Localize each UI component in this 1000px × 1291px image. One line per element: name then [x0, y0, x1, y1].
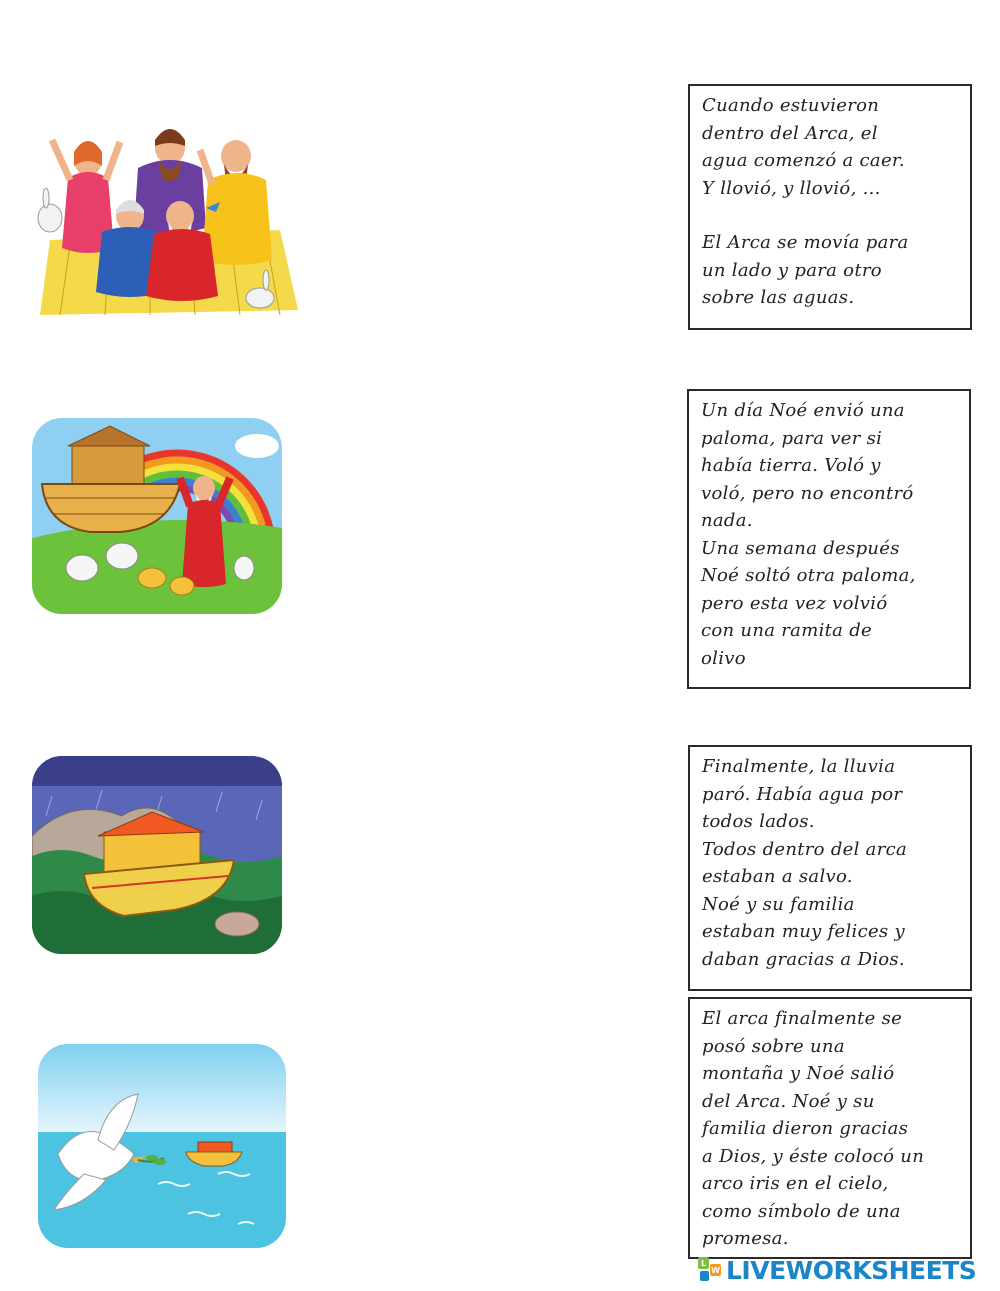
story-text-box-4 — [688, 997, 972, 1259]
text-line: voló, pero no encontró — [701, 482, 914, 504]
story-text-box-1 — [688, 84, 972, 330]
text-line: a Dios, y éste colocó un — [702, 1145, 925, 1167]
text-line: Todos dentro del arca — [702, 838, 908, 860]
mark-square — [700, 1271, 709, 1281]
text-line: arco iris en el cielo, — [702, 1173, 889, 1194]
liveworksheets-wordmark: LIVEWORKSHEETS — [726, 1255, 977, 1285]
story-text-box-2 — [687, 389, 971, 689]
text-line: agua comenzó a caer. — [702, 150, 905, 171]
text-line: pero esta vez volvió — [701, 592, 888, 614]
text-line: Noé soltó otra paloma, — [701, 565, 916, 586]
mark-letter: W — [711, 1265, 720, 1275]
text-line: había tierra. Voló y — [701, 455, 881, 476]
text-line: estaban a salvo. — [702, 866, 853, 887]
text-line: El arca finalmente se — [702, 1008, 903, 1029]
noah-rainbow-ark-illustration — [32, 418, 282, 614]
text-line: paloma, para ver si — [701, 427, 883, 449]
ark-in-storm-illustration — [32, 756, 282, 954]
text-line: familia dieron gracias — [702, 1118, 909, 1139]
text-line: Finalmente, la lluvia — [702, 756, 896, 777]
family-praying-illustration — [30, 120, 298, 320]
text-line: Cuando estuvieron — [702, 95, 880, 116]
text-line: montaña y Noé salió — [702, 1063, 895, 1084]
text-line: olivo — [701, 647, 746, 669]
text-line: daban gracias a Dios. — [702, 948, 905, 970]
paragraph-gap — [702, 202, 960, 229]
text-line: Una semana después — [701, 537, 900, 559]
text-line: dentro del Arca, el — [702, 122, 878, 144]
text-line: un lado y para otro — [702, 259, 882, 281]
text-line: con una ramita de — [701, 620, 872, 641]
liveworksheets-logo — [698, 1254, 976, 1286]
text-line: como símbolo de una — [702, 1200, 901, 1222]
text-line: estaban muy felices y — [702, 921, 905, 942]
text-line: Noé y su familia — [702, 893, 855, 915]
text-line: sobre las aguas. — [702, 287, 855, 308]
text-line: nada. — [701, 510, 753, 531]
text-line: Un día Noé envió una — [701, 400, 905, 421]
text-line: Y llovió, y llovió, ... — [702, 177, 881, 199]
text-line: paró. Había agua por — [702, 783, 903, 805]
story-text-box-3 — [688, 745, 972, 991]
text-line: El Arca se movía para — [702, 232, 909, 253]
text-line: del Arca. Noé y su — [702, 1090, 875, 1112]
liveworksheets-mark-icon — [698, 1257, 722, 1283]
dove-olive-branch-illustration — [38, 1044, 286, 1248]
mark-letter: L — [698, 1257, 709, 1269]
text-line: posó sobre una — [702, 1035, 845, 1057]
text-line: promesa. — [702, 1228, 789, 1249]
text-line: todos lados. — [702, 811, 815, 832]
